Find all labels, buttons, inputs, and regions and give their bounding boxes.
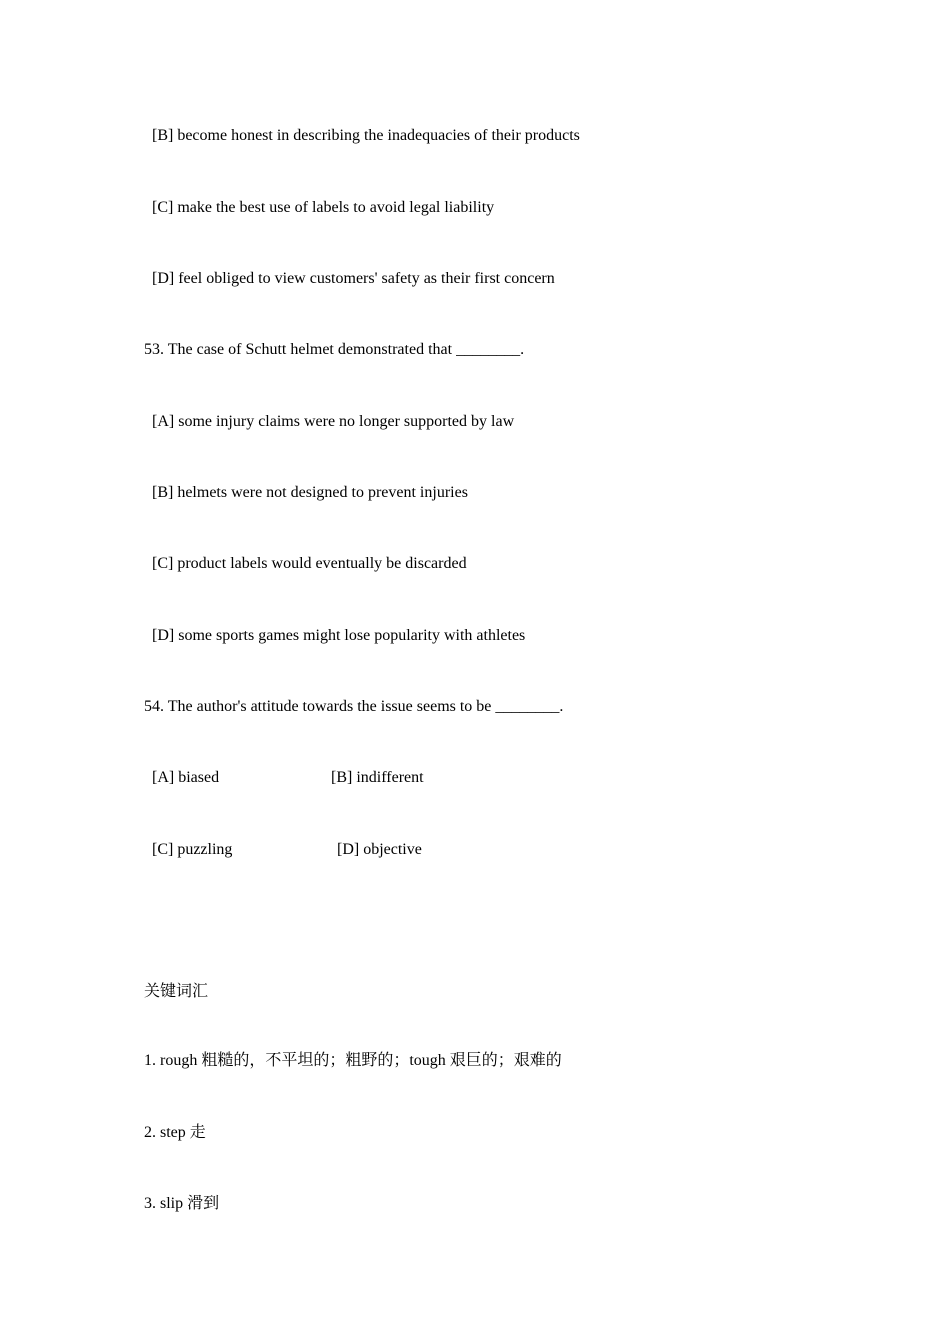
vocab-item-1: 1. rough 粗糙的，不平坦的；粗野的；tough 艰巨的；艰难的 [144,1052,562,1069]
vocab-heading: 关键词汇 [144,983,209,1000]
q53-option-b: [B] helmets were not designed to prevent injuries [152,484,468,501]
q52-option-d: [D] feel obliged to view customers' safety as their first concern [152,270,555,287]
q52-option-c: [C] make the best use of labels to avoid legal liability [152,199,495,216]
q53-option-c: [C] product labels would eventually be discarded [152,555,467,572]
q53-option-a: [A] some injury claims were no longer supported by law [152,413,515,430]
q54-option-d: [D] objective [337,841,422,858]
q54-option-b: [B] indifferent [331,769,424,786]
vocab-item-3: 3. slip 滑到 [144,1195,220,1212]
q54-option-a: [A] biased [152,769,220,786]
q53-stem: 53. The case of Schutt helmet demonstrated that ________. [144,341,525,358]
vocab-item-2: 2. step 走 [144,1124,206,1141]
q53-option-d: [D] some sports games might lose popularity with athletes [152,627,526,644]
q52-option-b: [B] become honest in describing the inadequacies of their products [152,127,580,144]
q54-stem: 54. The author's attitude towards the issue seems to be ________. [144,698,564,715]
q54-option-c: [C] puzzling [152,841,233,858]
